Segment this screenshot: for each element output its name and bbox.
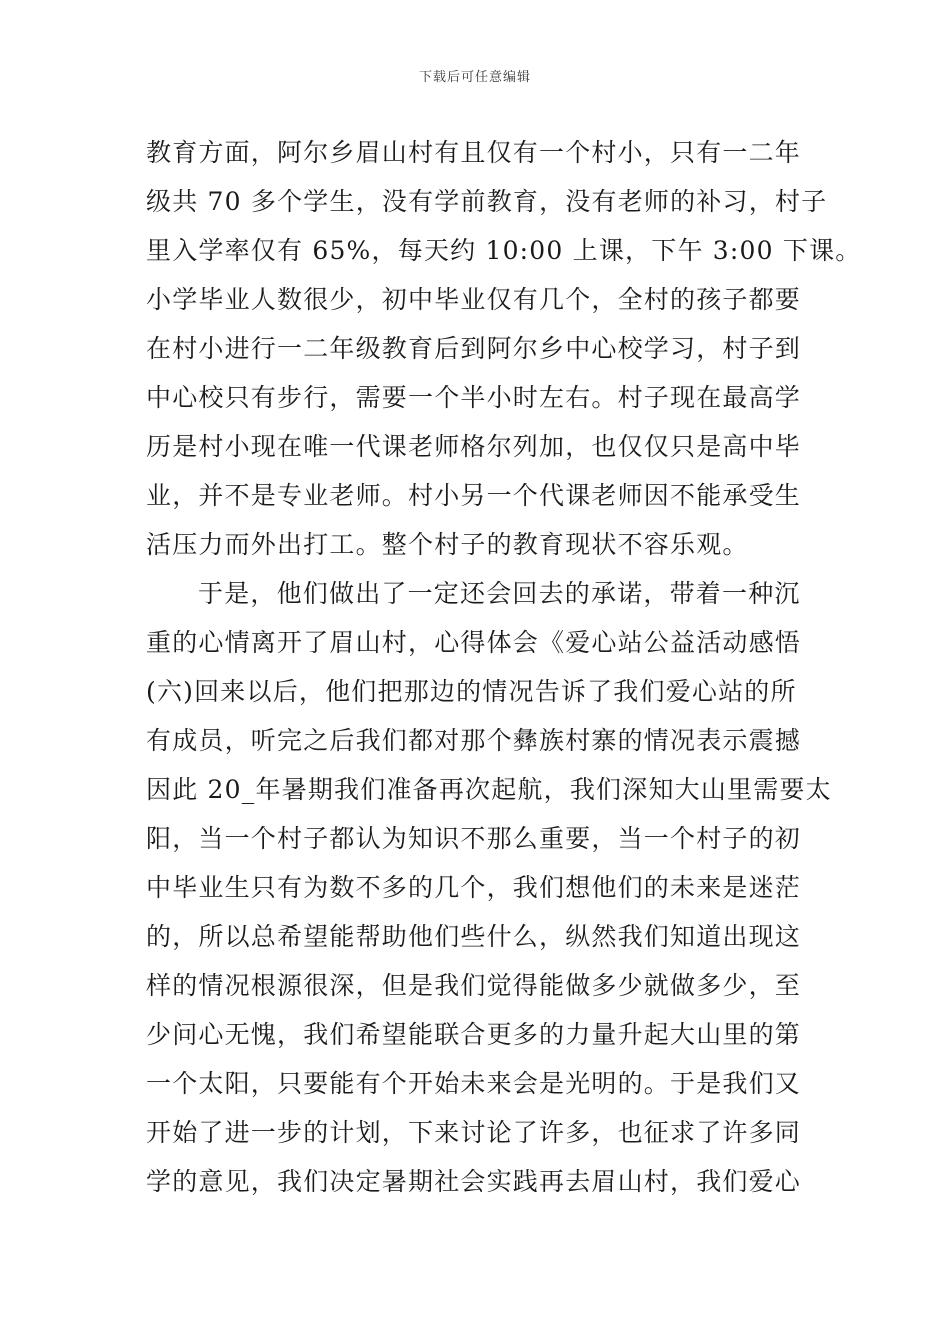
text-line: 样的情况根源很深，但是我们觉得能做多少就做多少，至 bbox=[146, 971, 802, 1000]
text-line: 里入学率仅有 65%，每天约 10:00 上课，下午 3:00 下课。 bbox=[146, 236, 862, 265]
text-line: 重的心情离开了眉山村，心得体会《爱心站公益活动感悟 bbox=[146, 628, 802, 657]
text-line: 教育方面，阿尔乡眉山村有且仅有一个村小，只有一二年 bbox=[146, 138, 802, 167]
text-line: 中心校只有步行，需要一个半小时左右。村子现在最高学 bbox=[146, 383, 802, 412]
text-line: 少问心无愧，我们希望能联合更多的力量升起大山里的第 bbox=[146, 1020, 802, 1049]
text-line: 活压力而外出打工。整个村子的教育现状不容乐观。 bbox=[146, 530, 749, 559]
text-line: 中毕业生只有为数不多的几个，我们想他们的未来是迷茫 bbox=[146, 873, 802, 902]
text-line: 因此 20_年暑期我们准备再次起航，我们深知大山里需要太 bbox=[146, 775, 832, 804]
text-line: 学的意见，我们决定暑期社会实践再去眉山村，我们爱心 bbox=[146, 1167, 802, 1196]
text-line: (六)回来以后，他们把那边的情况告诉了我们爱心站的所 bbox=[146, 677, 797, 706]
text-line: 历是村小现在唯一代课老师格尔列加，也仅仅只是高中毕 bbox=[146, 432, 802, 461]
text-line: 开始了进一步的计划，下来讨论了许多，也征求了许多同 bbox=[146, 1118, 802, 1147]
text-line: 阳，当一个村子都认为知识不那么重要，当一个村子的初 bbox=[146, 824, 802, 853]
text-line: 小学毕业人数很少，初中毕业仅有几个，全村的孩子都要 bbox=[146, 285, 802, 314]
document-body bbox=[146, 128, 862, 1206]
text-line: 业，并不是专业老师。村小另一个代课老师因不能承受生 bbox=[146, 481, 802, 510]
text-line: 级共 70 多个学生，没有学前教育，没有老师的补习，村子 bbox=[146, 187, 828, 216]
text-line: 一个太阳，只要能有个开始未来会是光明的。于是我们又 bbox=[146, 1069, 802, 1098]
page-header: 下载后可任意编辑 bbox=[418, 70, 531, 85]
text-line: 于是，他们做出了一定还会回去的承诺，带着一种沉 bbox=[198, 579, 801, 608]
text-line: 在村小进行一二年级教育后到阿尔乡中心校学习，村子到 bbox=[146, 334, 802, 363]
text-line: 有成员，听完之后我们都对那个彝族村寨的情况表示震撼 bbox=[146, 726, 802, 755]
text-line: 的，所以总希望能帮助他们些什么，纵然我们知道出现这 bbox=[146, 922, 802, 951]
